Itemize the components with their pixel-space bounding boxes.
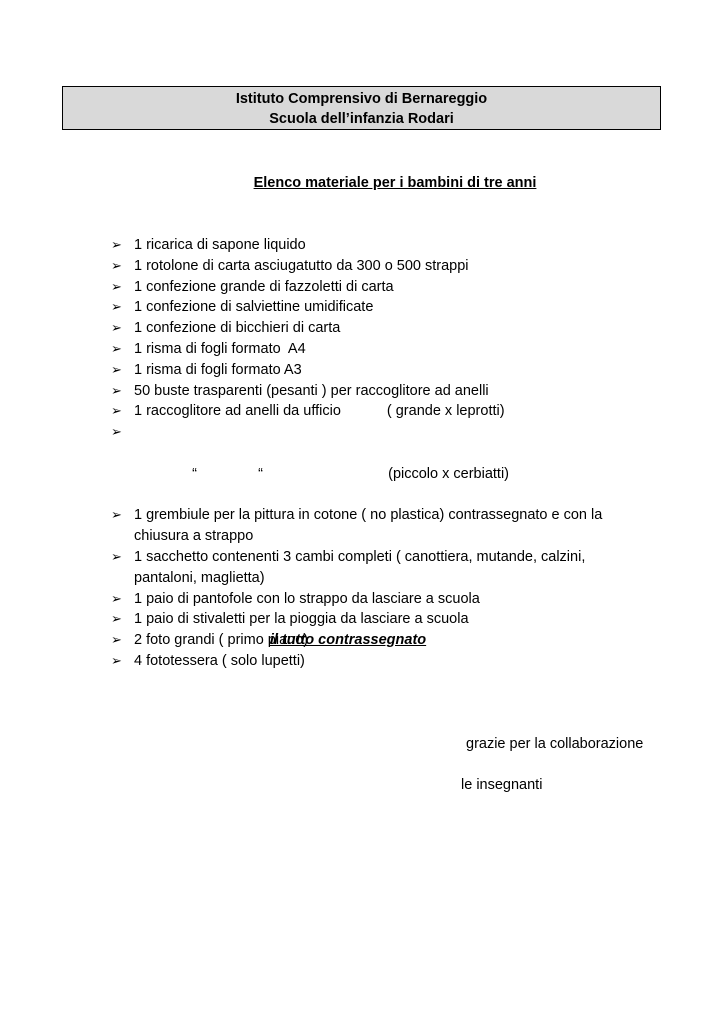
- signature-line: le insegnanti: [461, 777, 543, 793]
- arrowhead-bullet-icon: ➢: [111, 652, 122, 668]
- arrowhead-bullet-icon: ➢: [111, 403, 122, 419]
- arrowhead-bullet-icon: ➢: [111, 340, 122, 356]
- school-branch: Scuola dell’infanzia Rodari: [269, 111, 454, 127]
- item-text: 1 risma di fogli formato A3: [134, 361, 302, 378]
- item-text: 1 sacchetto contenenti 3 cambi completi ( canottiera, mutande, calzini, pantaloni, maglietta): [134, 548, 586, 586]
- item-text: 1 paio di stivaletti per la pioggia da lasciare a scuola: [134, 611, 469, 628]
- list-item: [111, 589, 651, 610]
- item-note: ( grande x leprotti): [386, 403, 505, 420]
- item-text: 2 foto grandi ( primo piano): [134, 632, 309, 649]
- arrowhead-bullet-icon: ➢: [111, 424, 122, 440]
- item-text: 1 rotolone di carta asciugatutto da 300 o 500 strappi: [134, 257, 469, 274]
- arrowhead-bullet-icon: ➢: [111, 548, 122, 564]
- materials-list: [111, 235, 651, 672]
- school-name: Istituto Comprensivo di Bernareggio: [235, 91, 488, 107]
- school-header-box: [62, 86, 661, 130]
- item-text: 1 grembiule per la pittura in cotone ( no plastica) contrassegnato e con la chiusura a strappo: [134, 507, 603, 545]
- item-text: 1 confezione grande di fazzoletti di carta: [134, 278, 394, 295]
- list-item: [111, 505, 651, 547]
- arrowhead-bullet-icon: ➢: [111, 611, 122, 627]
- list-item: [111, 297, 651, 318]
- ditto-mark: “: [258, 465, 263, 482]
- arrowhead-bullet-icon: ➢: [111, 507, 122, 523]
- list-item: [111, 401, 651, 422]
- list-item: [111, 277, 651, 298]
- arrowhead-bullet-icon: ➢: [111, 299, 122, 315]
- arrowhead-bullet-icon: ➢: [111, 320, 122, 336]
- arrowhead-bullet-icon: ➢: [111, 237, 122, 252]
- materials-list-title: Elenco materiale per i bambini di tre anni: [253, 175, 537, 191]
- item-text: 1 risma di fogli formato A4: [134, 340, 306, 357]
- list-item: [111, 318, 651, 339]
- item-text: 1 ricarica di sapone liquido: [134, 237, 306, 253]
- ditto-mark: “: [192, 465, 197, 482]
- arrowhead-bullet-icon: ➢: [111, 382, 122, 398]
- item-text: 4 fototessera ( solo lupetti): [134, 652, 305, 669]
- item-note: (piccolo x cerbiatti): [388, 465, 509, 482]
- list-item: [111, 381, 651, 402]
- item-text: 1 confezione di bicchieri di carta: [134, 320, 341, 337]
- list-item: [111, 235, 651, 256]
- item-text: 1 raccoglitore ad anelli da ufficio: [134, 403, 341, 420]
- arrowhead-bullet-icon: ➢: [111, 590, 122, 606]
- list-item: [111, 339, 651, 360]
- item-text: 1 paio di pantofole con lo strappo da lasciare a scuola: [134, 590, 480, 607]
- list-item: [111, 360, 651, 381]
- arrowhead-bullet-icon: ➢: [111, 257, 122, 273]
- arrowhead-bullet-icon: ➢: [111, 278, 122, 294]
- arrowhead-bullet-icon: ➢: [111, 361, 122, 377]
- list-item: [111, 422, 651, 505]
- item-text: 1 confezione di salviettine umidificate: [134, 299, 374, 316]
- list-item: [111, 547, 651, 589]
- list-item: [111, 256, 651, 277]
- list-item: [111, 609, 651, 630]
- list-item: [111, 651, 651, 672]
- thanks-line: grazie per la collaborazione: [466, 736, 644, 752]
- item-text: 50 buste trasparenti (pesanti ) per raccoglitore ad anelli: [134, 382, 489, 399]
- closing-note: il tutto contrassegnato: [269, 632, 427, 648]
- arrowhead-bullet-icon: ➢: [111, 632, 122, 648]
